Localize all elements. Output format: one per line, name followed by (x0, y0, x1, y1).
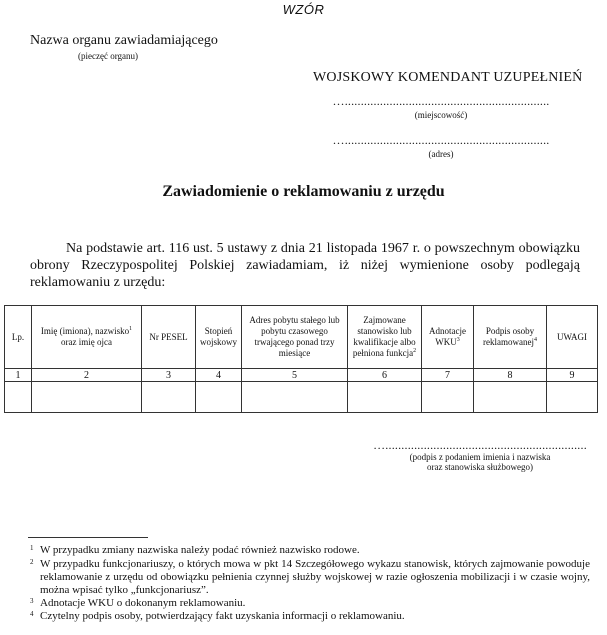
address-caption: (adres) (428, 149, 454, 159)
footnote-text: Adnotacje WKU o dokonanym reklamowaniu. (40, 597, 246, 609)
column-number: 9 (547, 369, 598, 382)
table-cell (348, 382, 422, 413)
table-cell (142, 382, 196, 413)
signature-caption-line1: (podpis z podaniem imienia i nazwiska (409, 452, 551, 462)
footnote-3 (30, 597, 590, 610)
footnote-text: Czytelny podpis osoby, potwierdzający fakt uzyskania informacji o reklamowaniu. (40, 610, 405, 622)
header-cell-signature: Podpis osoby reklamowanej$^4$ (474, 306, 547, 369)
footnote-2 (30, 558, 590, 597)
column-number: 7 (422, 369, 474, 382)
header-cell-lp: Lp. (5, 306, 32, 369)
column-number: 8 (474, 369, 547, 382)
footnote-text: W przypadku zmiany nazwiska należy podać również nazwisko rodowe. (40, 544, 360, 556)
table-cell (474, 382, 547, 413)
address-dotted-line: …................................................................ (332, 133, 550, 147)
place-caption: (miejscowość) (414, 110, 468, 120)
addressee-title: WOJSKOWY KOMENDANT UZUPEŁNIEŃ (313, 70, 583, 85)
table-cell (32, 382, 142, 413)
column-number: 2 (32, 369, 142, 382)
table-cell (422, 382, 474, 413)
column-number: 5 (242, 369, 348, 382)
header-cell-name: Imię (imiona), nazwisko$^1$ oraz imię ojca (32, 306, 142, 369)
footnote-number: 3 (30, 597, 34, 605)
org-name: Nazwa organu zawiadamiającego (30, 33, 218, 48)
table-cell (242, 382, 348, 413)
footnote-number: 4 (30, 610, 34, 618)
header-cell-remarks: UWAGI (547, 306, 598, 369)
document-title: Zawiadomienie o reklamowaniu z urzędu (162, 183, 445, 200)
place-dotted-line: …................................................................ (332, 94, 550, 108)
template-label: WZÓR (282, 2, 325, 17)
table-header-row (5, 306, 598, 369)
footnote-1 (30, 544, 590, 557)
column-number: 6 (348, 369, 422, 382)
footnote-number: 2 (30, 558, 34, 566)
org-stamp-caption: (pieczęć organu) (78, 51, 139, 61)
header-cell-position: Zajmowane stanowisko lub kwalifikacje albo pełniona funkcja$^2$ (348, 306, 422, 369)
table-cell (196, 382, 242, 413)
body-paragraph: Na podstawie art. 116 ust. 5 ustawy z dnia 21 listopada 1967 r. o powszechnym obowiązku obrony Rzeczypospolitej Polskiej zawiadamiam, iż niżej wymienione osoby podlegają reklamowaniu z urzędu: (30, 241, 580, 290)
signature-dotted-line: …............................................................... (373, 438, 587, 452)
footnote-text: W przypadku funkcjonariuszy, o których mowa w pkt 14 Szczegółowego wykazu stanowisk, których zajmowanie powoduje reklamowanie z urzędu od obowiązku pełnienia czynnej służby wojskowej w razie ogłoszenia mobilizacji i w czasie wojny, można wpisać tylko „funkcjonariusz”. (40, 558, 590, 596)
column-number: 1 (5, 369, 32, 382)
footnote-4 (30, 610, 590, 623)
persons-table (4, 305, 598, 413)
footnote-number: 1 (30, 544, 34, 552)
header-cell-wku-notes: Adnotacje WKU$^3$ (422, 306, 474, 369)
column-number: 4 (196, 369, 242, 382)
header-cell-rank: Stopień wojskowy (196, 306, 242, 369)
column-number: 3 (142, 369, 196, 382)
header-cell-address: Adres pobytu stałego lub pobytu czasowego trwającego ponad trzy miesiące (242, 306, 348, 369)
header-cell-pesel: Nr PESEL (142, 306, 196, 369)
table-row (5, 382, 598, 413)
table-cell (547, 382, 598, 413)
column-number-row (5, 369, 598, 382)
table-cell (5, 382, 32, 413)
footnote-rule (28, 537, 148, 538)
signature-caption-line2: oraz stanowiska służbowego) (427, 462, 533, 472)
